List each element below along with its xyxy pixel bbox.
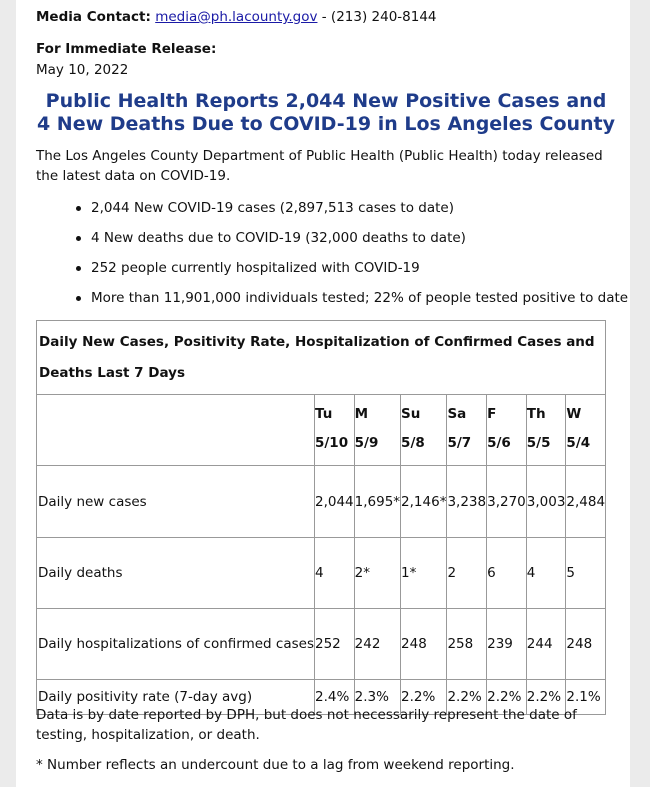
day-header: [487, 395, 527, 466]
key-stat-item: 252 people currently hospitalized with COVID-19: [36, 258, 628, 288]
table-cell: 2: [447, 538, 487, 609]
table-cell: 2.4%: [314, 680, 354, 715]
table-cell: 2,044: [314, 466, 354, 538]
table-header-row: [37, 395, 606, 466]
day-name: Tu: [314, 406, 333, 422]
release-date: May 10, 2022: [36, 62, 129, 78]
table-cell: 2*: [354, 538, 400, 609]
table-row-deaths: [37, 538, 606, 609]
row-label: Daily hospitalizations of confirmed cases: [37, 609, 315, 680]
day-date: 5/7: [447, 435, 472, 451]
data-note: Data is by date reported by DPH, but does not necessarily represent the date of testing, hospitalization, or death.: [36, 707, 577, 743]
table-cell: 248: [401, 609, 447, 680]
day-name: Su: [401, 406, 421, 422]
table-cell: 2.1%: [566, 680, 606, 715]
day-date: 5/8: [401, 435, 425, 451]
day-header: [401, 395, 447, 466]
table-cell: 2.2%: [447, 680, 487, 715]
key-stat-item: 4 New deaths due to COVID-19 (32,000 deaths to date): [36, 228, 628, 258]
key-stats-list: [36, 198, 628, 318]
day-header: [354, 395, 400, 466]
table-cell: 252: [314, 609, 354, 680]
table-cell: 2.2%: [487, 680, 527, 715]
table-cell: 1,695*: [354, 466, 400, 538]
table-cell: 2.2%: [401, 680, 447, 715]
daily-data-table: [36, 320, 606, 715]
release-label: For Immediate Release:: [36, 41, 217, 57]
table-cell: 239: [487, 609, 527, 680]
intro-paragraph: The Los Angeles County Department of Public Health (Public Health) today released the latest data on COVID-19.: [36, 148, 603, 184]
table-cell: 4: [314, 538, 354, 609]
table-cell: 258: [447, 609, 487, 680]
table-cell: 242: [354, 609, 400, 680]
table-cell: 244: [526, 609, 566, 680]
day-header: [447, 395, 487, 466]
table-cell: 1*: [401, 538, 447, 609]
day-date: 5/5: [526, 435, 551, 451]
table-cell: 6: [487, 538, 527, 609]
media-contact-label: Media Contact:: [36, 9, 151, 25]
day-name: F: [487, 406, 497, 422]
day-date: 5/10: [314, 435, 349, 451]
day-date: 5/6: [487, 435, 511, 451]
day-header: [566, 395, 606, 466]
table-row-new-cases: [37, 466, 606, 538]
day-date: 5/4: [566, 435, 591, 451]
table-cell: 3,238: [447, 466, 487, 538]
day-date: 5/9: [354, 435, 379, 451]
headline: Public Health Reports 2,044 New Positive Cases and 4 New Deaths Due to COVID-19 in Los Angeles County: [36, 90, 616, 135]
table-cell: 3,270: [487, 466, 527, 538]
table-cell: 2.2%: [526, 680, 566, 715]
day-header: [526, 395, 566, 466]
key-stat-item: More than 11,901,000 individuals tested; 22% of people tested positive to date: [36, 288, 628, 318]
table-caption: Daily New Cases, Positivity Rate, Hospitalization of Confirmed Cases and Deaths Last 7 Days: [37, 321, 606, 395]
table-cell: 4: [526, 538, 566, 609]
media-contact: [36, 9, 437, 25]
table-cell: 5: [566, 538, 606, 609]
table-cell: 2,484: [566, 466, 606, 538]
day-name: Th: [526, 406, 546, 422]
day-name: W: [566, 406, 582, 422]
row-label: Daily deaths: [37, 538, 315, 609]
media-contact-email-link[interactable]: media@ph.lacounty.gov: [155, 9, 318, 25]
table-cell: 248: [566, 609, 606, 680]
day-name: Sa: [447, 406, 467, 422]
day-name: M: [354, 406, 369, 422]
undercount-footnote: * Number reflects an undercount due to a lag from weekend reporting.: [36, 757, 515, 773]
key-stat-item: 2,044 New COVID-19 cases (2,897,513 cases to date): [36, 198, 628, 228]
table-row-hospitalizations: [37, 609, 606, 680]
table-cell: 3,003: [526, 466, 566, 538]
table-cell: 2,146*: [401, 466, 447, 538]
row-label: Daily positivity rate (7-day avg): [37, 680, 315, 715]
press-release-page: [16, 0, 630, 787]
day-header: [314, 395, 354, 466]
table-cell: 2.3%: [354, 680, 400, 715]
table-corner-cell: [37, 395, 315, 466]
row-label: Daily new cases: [37, 466, 315, 538]
media-contact-phone: - (213) 240-8144: [317, 9, 437, 25]
